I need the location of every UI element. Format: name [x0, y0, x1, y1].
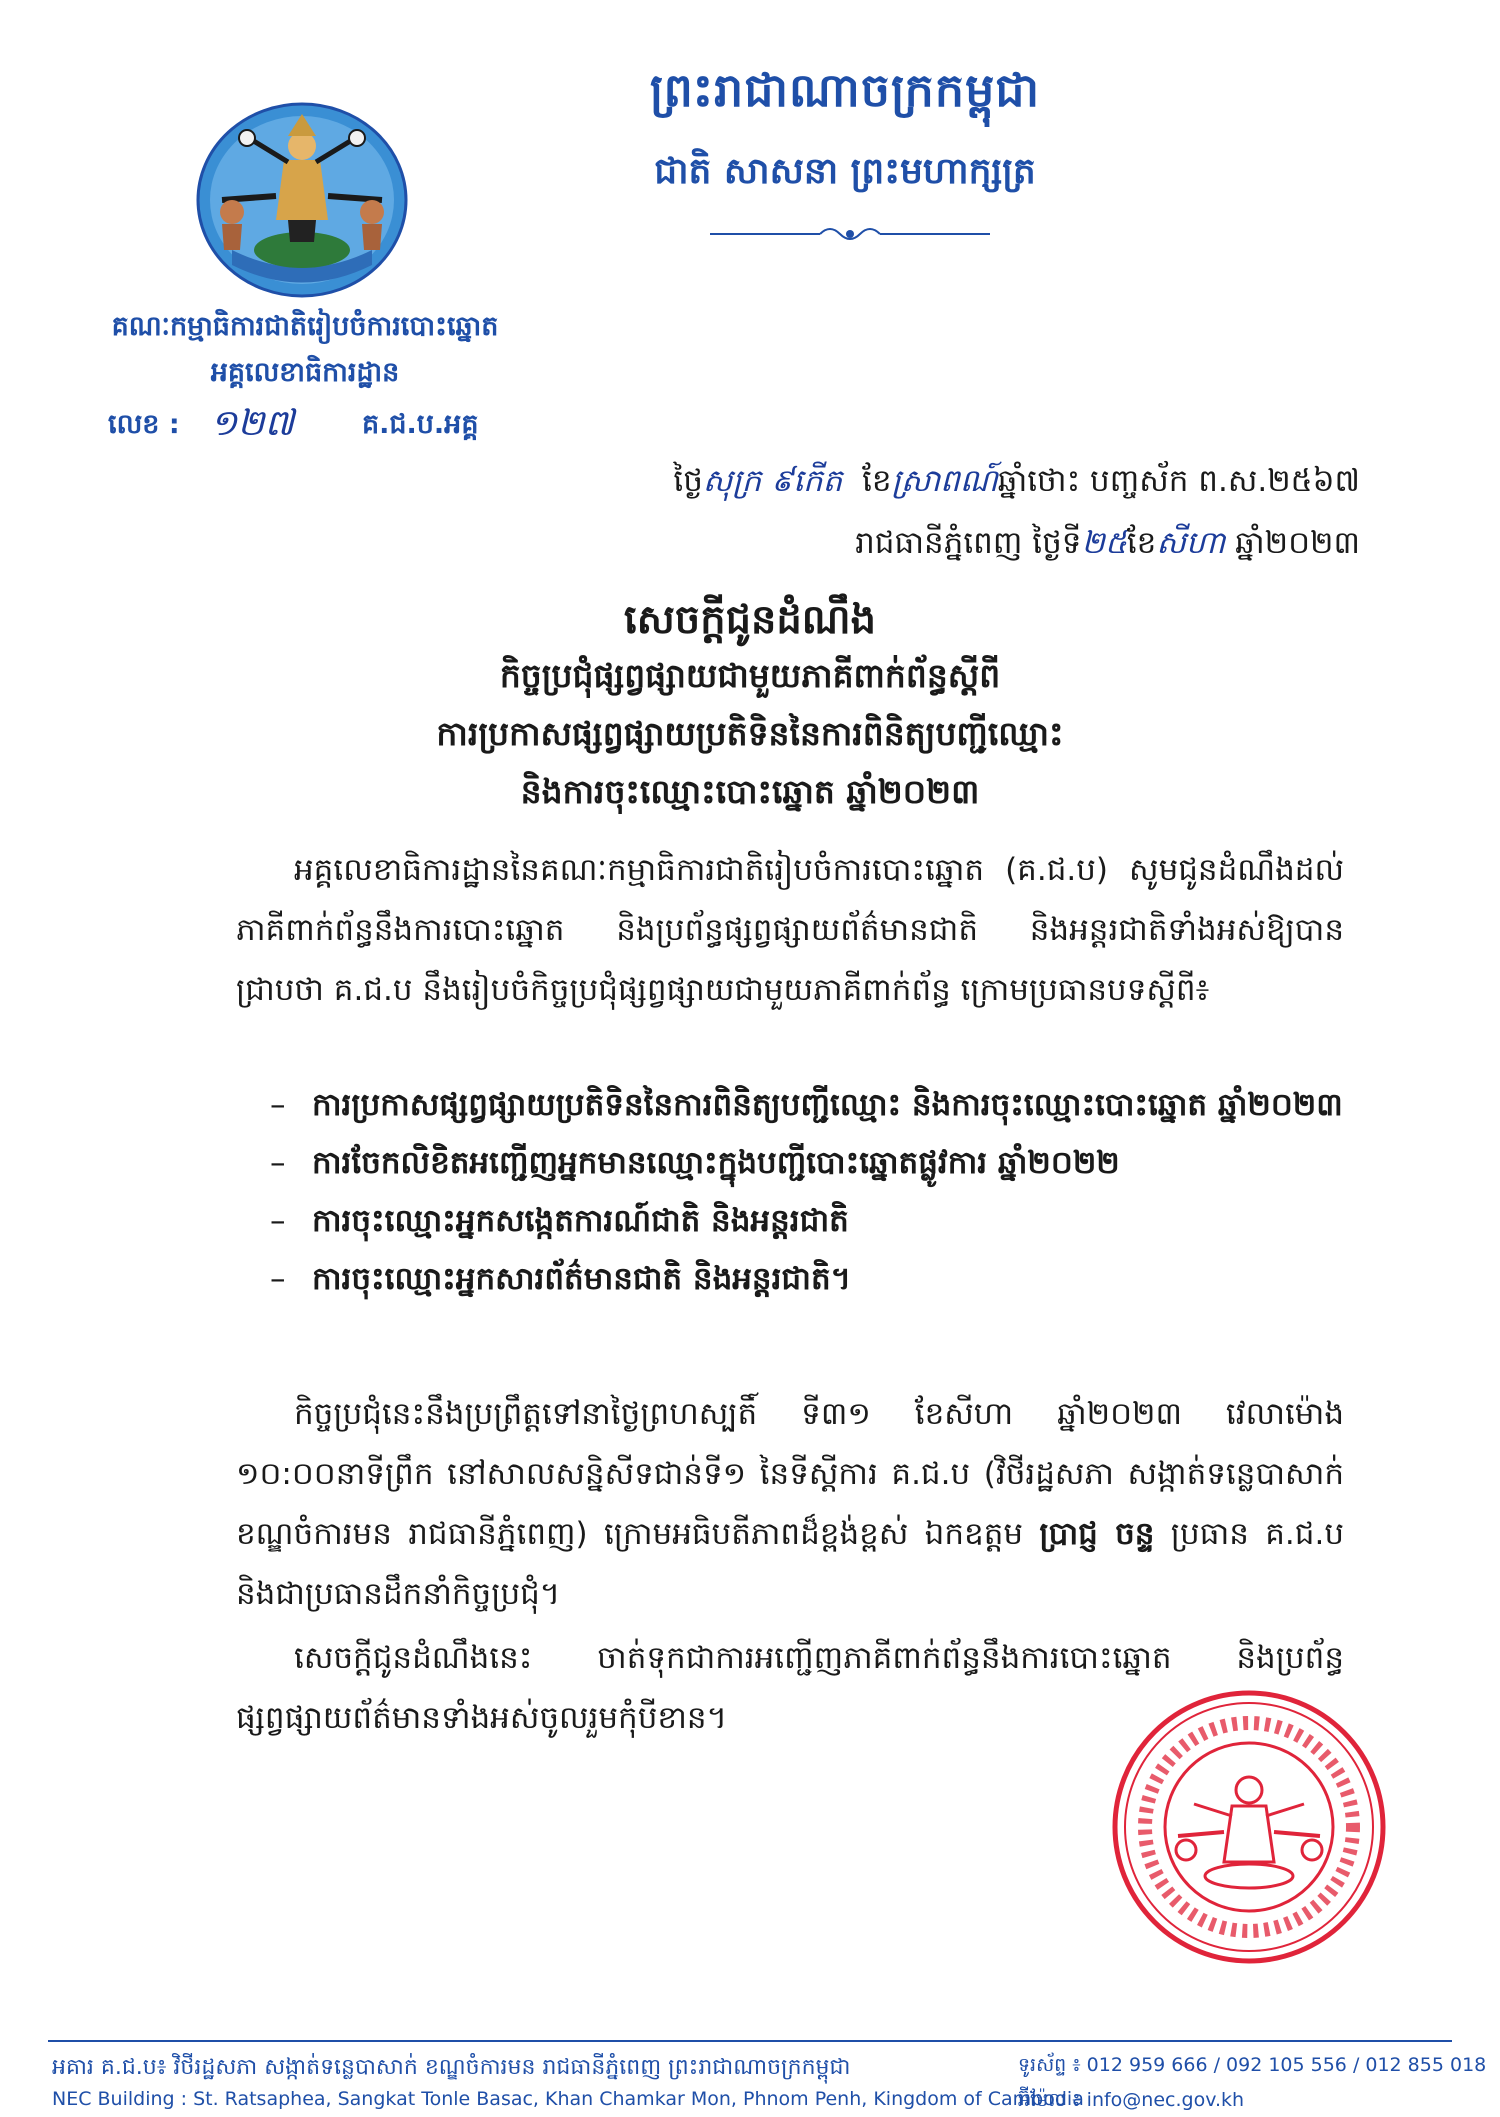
city-year: ឆ្នាំ២០២៣	[1235, 525, 1360, 561]
list-item	[270, 1134, 1350, 1192]
bullet-dash: –	[270, 1203, 286, 1239]
list-item	[270, 1250, 1350, 1308]
department-name: អគ្គលេខាធិការដ្ឋាន	[210, 357, 400, 388]
chairman-name: ប្រាជ្ញ ចន្ទ	[1039, 1516, 1155, 1552]
intro-text: អគ្គលេខាធិការដ្ឋាននៃគណៈកម្មាធិការជាតិរៀបចំការបោះឆ្នោត (គ.ជ.ប) សូមជូនដំណឹងដល់ភាគីពាក់ព័ន្ធនឹងការបោះឆ្នោត និងប្រព័ន្ធផ្សព្វផ្សាយព័ត៌មានជាតិ និងអន្តរជាតិទាំងអស់ឱ្យបានជ្រាបថា គ.ជ.ប នឹងរៀបចំកិច្ចប្រជុំផ្សព្វផ្សាយជាមួយភាគីពាក់ព័ន្ធ ក្រោមប្រធានបទស្តីពី៖	[236, 852, 1344, 1008]
lunar-day-handwritten: សុក្រ ៩កើត	[702, 463, 843, 499]
city-month-handwritten: សីហា	[1156, 525, 1226, 561]
nec-logo-icon	[192, 100, 412, 300]
city-date-prefix: រាជធានីភ្នំពេញ ថ្ងៃទី	[855, 525, 1082, 561]
topic-list	[270, 1076, 1350, 1308]
list-item	[270, 1192, 1350, 1250]
reference-number: ១២៧	[210, 403, 295, 444]
city-month-label: ខែ	[1126, 525, 1157, 561]
meeting-details-text: កិច្ចប្រជុំនេះនឹងប្រព្រឹត្តទៅនាថ្ងៃព្រហស្បតិ៍ ទី៣១ ខែសីហា ឆ្នាំ២០២៣ វេលាម៉ោង ១០:០០នាទីព្រឹក នៅសាលសន្និសីទជាន់ទី១ នៃទីស្តីការ គ.ជ.ប (វិថីរដ្ឋសភា សង្កាត់ទន្លេបាសាក់ ខណ្ឌចំការមន រាជធានីភ្នំពេញ) ក្រោមអធិបតីភាពដ៏ខ្ពង់ខ្ពស់ ឯកឧត្តម	[236, 1396, 1344, 1552]
subtitle-line-3: និងការចុះឈ្មោះបោះឆ្នោត ឆ្នាំ២០២៣	[520, 772, 980, 811]
reference-label: លេខ :	[108, 409, 180, 440]
document-title: សេចក្តីជូនដំណឹង	[624, 597, 876, 643]
city-day-handwritten: ២៥	[1081, 525, 1127, 561]
meeting-details-text-end: ប្រធាន គ.ជ.ប និងជាប្រធានដឹកនាំកិច្ចប្រជុំ។	[236, 1516, 1344, 1612]
closing-text: សេចក្តីជូនដំណឹងនេះ ចាត់ទុកជាការអញ្ជើញភាគីពាក់ព័ន្ធនឹងការបោះឆ្នោត និងប្រព័ន្ធផ្សព្វផ្សាយព័ត៌មានទាំងអស់ចូលរួមកុំបីខាន។	[236, 1640, 1344, 1736]
list-item-text: ការចុះឈ្មោះអ្នកសង្កេតការណ៍ជាតិ និងអន្តរជាតិ	[312, 1203, 849, 1239]
list-item-text: ការប្រកាសផ្សព្វផ្សាយប្រតិទិននៃការពិនិត្យបញ្ជីឈ្មោះ និងការចុះឈ្មោះបោះឆ្នោត ឆ្នាំ២០២៣	[312, 1087, 1343, 1123]
subtitle-line-2: ការប្រកាសផ្សព្វផ្សាយប្រតិទិននៃការពិនិត្យបញ្ជីឈ្មោះ	[436, 714, 1064, 753]
city-date	[580, 524, 1360, 569]
meeting-details-paragraph	[236, 1384, 1344, 1624]
lunar-month-label: ខែ	[862, 463, 892, 499]
list-item	[270, 1076, 1350, 1134]
footer-email: អ៊ីម៉ែល ៖ info@nec.gov.kh	[1018, 2089, 1245, 2111]
lunar-date	[580, 462, 1360, 507]
bullet-dash: –	[270, 1145, 286, 1181]
reference-code: គ.ជ.ប.អគ្គ	[362, 409, 479, 440]
footer-address-english: NEC Building : St. Ratsaphea, Sangkat Tonle Basac, Khan Chamkar Mon, Phnom Penh, Kingdom of Cambodia	[52, 2088, 1084, 2110]
footer-phone: ទូរស័ព្ទ ៖ 012 959 666 / 092 105 556 / 012 855 018	[1018, 2054, 1487, 2076]
list-item-text: ការចុះឈ្មោះអ្នកសារព័ត៌មានជាតិ និងអន្តរជាតិ។	[312, 1261, 852, 1297]
divider-ornament-icon	[700, 222, 1000, 246]
kingdom-heading: ព្រះរាជាណាចក្រកម្ពុជា	[649, 63, 1041, 117]
national-motto: ជាតិ សាសនា ព្រះមហាក្សត្រ	[654, 151, 1036, 192]
footer-divider	[48, 2040, 1452, 2042]
subtitle-line-1: កិច្ចប្រជុំផ្សព្វផ្សាយជាមួយភាគីពាក់ព័ន្ធស្តីពី	[499, 656, 1001, 695]
lunar-year: ឆ្នាំថោះ បញ្ចស័ក ព.ស.២៥៦៧	[997, 463, 1360, 499]
official-seal-icon	[1108, 1686, 1390, 1968]
footer-address-khmer: អគារ គ.ជ.ប៖ វិថីរដ្ឋសភា សង្កាត់ទន្លេបាសាក់ ខណ្ឌចំការមន រាជធានីភ្នំពេញ ព្រះរាជាណាចក្រកម្ពុជា	[52, 2055, 851, 2080]
lunar-month-handwritten: ស្រាពណ៍	[891, 463, 998, 499]
lunar-date-prefix: ថ្ងៃ	[673, 463, 703, 499]
organization-name: គណៈកម្មាធិការជាតិរៀបចំការបោះឆ្នោត	[111, 311, 499, 342]
bullet-dash: –	[270, 1087, 286, 1123]
bullet-dash: –	[270, 1261, 286, 1297]
intro-paragraph	[236, 840, 1344, 1020]
list-item-text: ការចែកលិខិតអញ្ជើញអ្នកមានឈ្មោះក្នុងបញ្ជីបោះឆ្នោតផ្លូវការ ឆ្នាំ២០២២	[312, 1145, 1120, 1181]
